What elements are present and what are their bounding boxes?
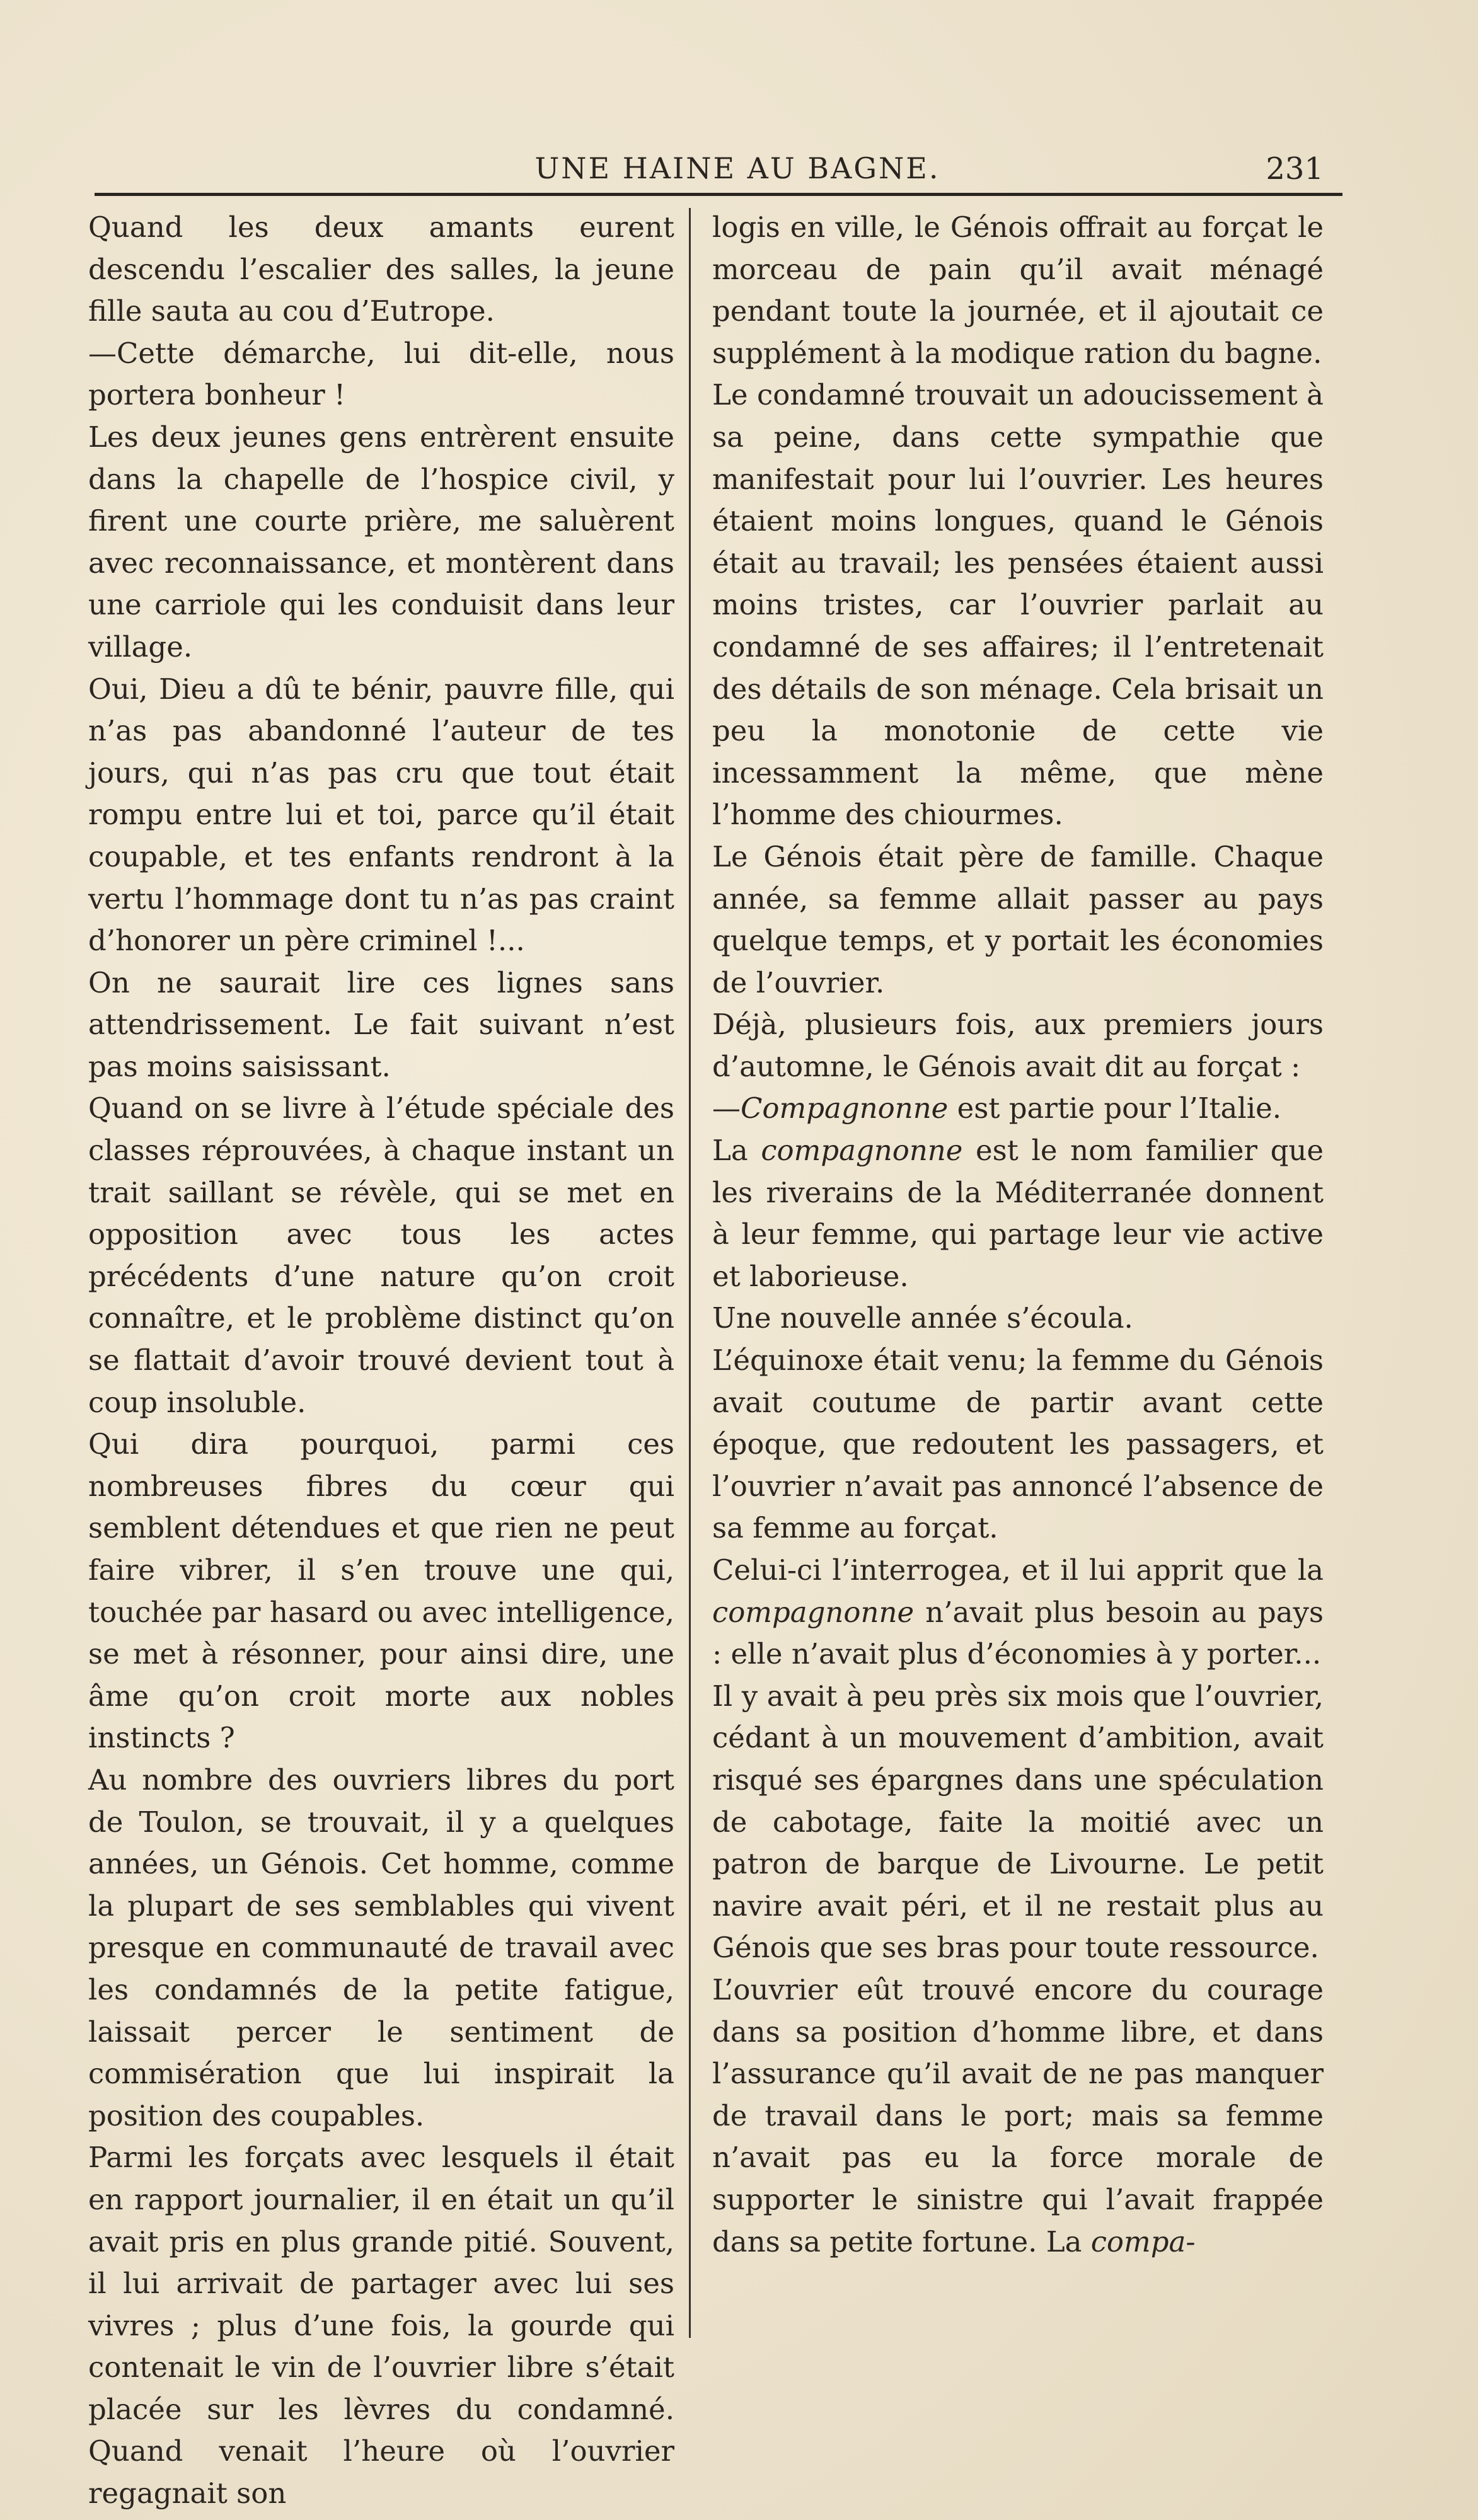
text-run: est le nom familier que les riverains de la Méditerranée donnent à leur femme, qui partage leur vie active et laborieuse. — [712, 1134, 1324, 1293]
column-divider — [689, 208, 691, 2338]
paragraph: Au nombre des ouvriers libres du port de Toulon, se trouvait, il y a quelques années, un Génois. Cet homme, comme la plupart de ses semblables qui vivent presque en communauté de travail avec les condamnés de la petite fatigue, laissait percer le sentiment de commisération que lui inspirait la position des coupables. — [88, 1763, 674, 2132]
paragraph: Les deux jeunes gens entrèrent ensuite dans la chapelle de l’hospice civil, y firent une courte prière, me saluèrent avec reconnaissance, et montèrent dans une carriole qui les conduisit dans leur village. — [88, 420, 674, 664]
italic-text: compagnonne — [712, 1595, 915, 1629]
header-rule — [95, 193, 1342, 196]
paragraph: Qui dira pourquoi, parmi ces nombreuses fibres du cœur qui semblent détendues et que rien ne peut faire vibrer, il s’en trouve une qui, touchée par hasard ou avec intelligence, se met à résonner, pour ainsi dire, une âme qu’on croit morte aux nobles instincts ? — [88, 1427, 674, 1755]
text-run: La — [712, 1134, 761, 1168]
paragraph: logis en ville, le Génois offrait au forçat le morceau de pain qu’il avait ménagé pendant toute la journée, et il ajoutait ce supplément à la modique ration du bagne. — [712, 210, 1324, 370]
paragraph — [712, 1550, 1324, 1676]
paragraph: Quand les deux amants eurent descendu l’escalier des salles, la jeune fille sauta au cou d’Eutrope. — [88, 210, 674, 328]
paragraph: On ne saurait lire ces lignes sans attendrissement. Le fait suivant n’est pas moins saisissant. — [88, 965, 674, 1083]
italic-text: Compagnonne — [741, 1091, 949, 1125]
running-title: UNE HAINE AU BAGNE. — [534, 151, 940, 185]
paragraph: Oui, Dieu a dû te bénir, pauvre fille, qui n’as pas abandonné l’auteur de tes jours, qui n’as pas cru que tout était rompu entre lui et toi, parce qu’il était coupable, et tes enfants rendront à la vertu l’hommage dont tu n’as pas craint d’honorer un père criminel !... — [88, 672, 674, 958]
text-run: est partie pour l’Italie. — [948, 1091, 1282, 1125]
paragraph: Le Génois était père de famille. Chaque année, sa femme allait passer au pays quelque temps, et y portait les économies de l’ouvrier. — [712, 839, 1324, 999]
paragraph: Le condamné trouvait un adoucissement à sa peine, dans cette sympathie que manifestait pour lui l’ouvrier. Les heures étaient moins longues, quand le Génois était au travail; les pensées étaient aussi moins tristes, car l’ouvrier parlait au condamné de ses affaires; il l’entretenait des détails de son ménage. Cela brisait un peu la monotonie de cette vie incessamment la même, que mène l’homme des chiourmes. — [712, 378, 1324, 832]
paragraph: Il y avait à peu près six mois que l’ouvrier, cédant à un mouvement d’ambition, avait risqué ses épargnes dans une spéculation de cabotage, faite la moitié avec un patron de barque de Livourne. Le petit navire avait péri, et il ne restait plus au Génois que ses bras pour toute ressource. — [712, 1679, 1324, 1965]
text-run: Celui-ci l’interrogea, et il lui apprit que la — [712, 1553, 1324, 1587]
paragraph: Parmi les forçats avec lesquels il était en rapport journalier, il en était un qu’il avait pris en plus grande pitié. Souvent, il lui arrivait de partager avec lui ses vivres ; plus d’une fois, la gourde qui contenait le vin de l’ouvrier libre s’était placée sur les lèvres du condamné. Quand venait l’heure où l’ouvrier regagnait son — [88, 2141, 674, 2511]
paragraph — [712, 1088, 1324, 1130]
right-column — [712, 207, 1324, 2263]
paragraph — [712, 1969, 1324, 2263]
left-column — [88, 207, 674, 2515]
paragraph — [712, 1130, 1324, 1297]
paragraph: Une nouvelle année s’écoula. — [712, 1301, 1133, 1335]
page-number: 231 — [1266, 151, 1324, 187]
italic-text: compa- — [1090, 2224, 1196, 2258]
text-run: L’ouvrier eût trouvé encore du courage dans sa position d’homme libre, et dans l’assurance qu’il avait de ne pas manquer de travail dans le port; mais sa femme n’avait pas eu la force morale de supporter le sinistre qui l’avait frappée dans sa petite fortune. La — [712, 1972, 1324, 2258]
paragraph: L’équinoxe était venu; la femme du Génois avait coutume de partir avant cette époque, que redoutent les passagers, et l’ouvrier n’avait pas annoncé l’absence de sa femme au forçat. — [712, 1343, 1324, 1545]
running-head — [88, 151, 1349, 195]
text-run: — — [712, 1091, 741, 1125]
italic-text: compagnonne — [761, 1134, 963, 1168]
paragraph: —Cette démarche, lui dit-elle, nous portera bonheur ! — [88, 336, 674, 412]
paragraph: Quand on se livre à l’étude spéciale des classes réprouvées, à chaque instant un trait saillant se révèle, qui se met en opposition avec tous les actes précédents d’une nature qu’on croit connaître, et le problème distinct qu’on se flattait d’avoir trouvé devient tout à coup insoluble. — [88, 1091, 674, 1419]
paragraph: Déjà, plusieurs fois, aux premiers jours d’automne, le Génois avait dit au forçat : — [712, 1008, 1324, 1083]
text-run: n’avait plus besoin au pays : elle n’avait plus d’économies à y porter... — [712, 1595, 1324, 1671]
